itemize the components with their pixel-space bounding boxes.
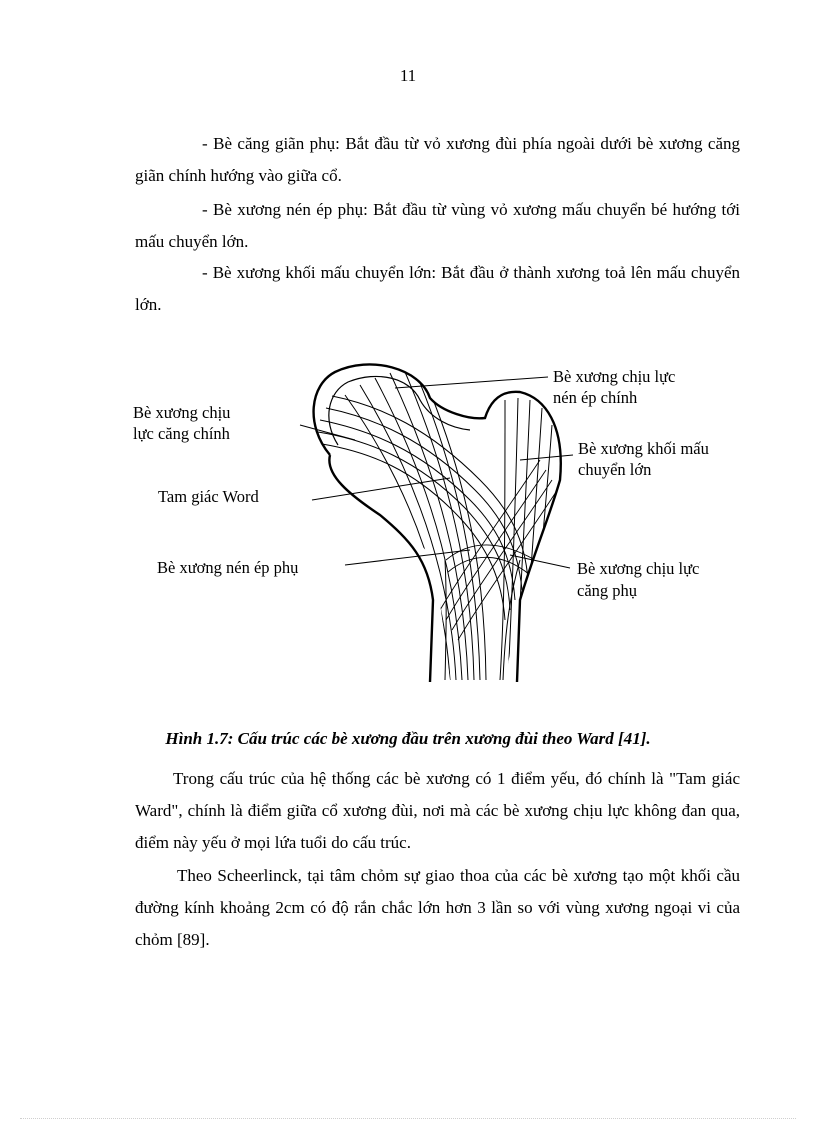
label-trochanter-line1: Bè xương khối mấu <box>578 439 709 458</box>
principal-tensile-trabeculae <box>318 396 528 620</box>
paragraph-greater-trochanter: - Bè xương khối mấu chuyển lớn: Bắt đầu ở thành xương toả lên mấu chuyển lớn. <box>135 263 740 314</box>
femur-trabecular-figure <box>0 340 816 700</box>
secondary-trabeculae <box>440 460 556 640</box>
label-compression-main-line1: Bè xương chịu lực <box>553 367 676 386</box>
greater-trochanter-trabeculae <box>500 398 552 680</box>
label-tension-main-line1: Bè xương chịu <box>133 403 231 422</box>
label-tension-secondary-line1: Bè xương chịu lực <box>577 559 700 578</box>
femur-outline <box>314 364 561 682</box>
footer-divider <box>20 1118 796 1119</box>
medial-cortex-inner-line <box>445 560 446 680</box>
label-compression-secondary: Bè xương nén ép phụ <box>157 558 299 577</box>
label-ward-triangle: Tam giác Word <box>158 487 259 506</box>
paragraph-secondary-tension: - Bè căng giãn phụ: Bắt đầu từ vỏ xương đùi phía ngoài dưới bè xương căng giãn chính hướng vào giữa cổ. <box>135 134 740 185</box>
principal-compressive-trabeculae <box>345 372 486 680</box>
label-compression-main-line2: nén ép chính <box>553 388 638 407</box>
label-tension-secondary-line2: căng phụ <box>577 581 638 600</box>
paragraph-ward-triangle: Trong cấu trúc của hệ thống các bè xương có 1 điểm yếu, đó chính là "Tam giác Ward", chính là điểm giữa cổ xương đùi, nơi mà các bè xương chịu lực không đan qua, điểm này yếu ở mọi lứa tuổi do cấu trúc. <box>135 769 740 852</box>
figure-caption: Hình 1.7: Cấu trúc các bè xương đầu trên xương đùi theo Ward [41]. <box>165 729 651 748</box>
paragraph-scheerlinck: Theo Scheerlinck, tại tâm chỏm sự giao thoa của các bè xương tạo một khối cầu đường kính khoảng 2cm có độ rắn chắc lớn hơn 3 lần so với vùng xương ngoại vi của chỏm [89]. <box>135 866 740 949</box>
page-number: 11 <box>399 66 417 85</box>
label-trochanter-line2: chuyển lớn <box>578 460 652 479</box>
paragraph-secondary-compression: - Bè xương nén ép phụ: Bắt đầu từ vùng vỏ xương mấu chuyển bé hướng tới mấu chuyển lớn. <box>135 200 740 251</box>
label-tension-main-line2: lực căng chính <box>133 424 230 443</box>
